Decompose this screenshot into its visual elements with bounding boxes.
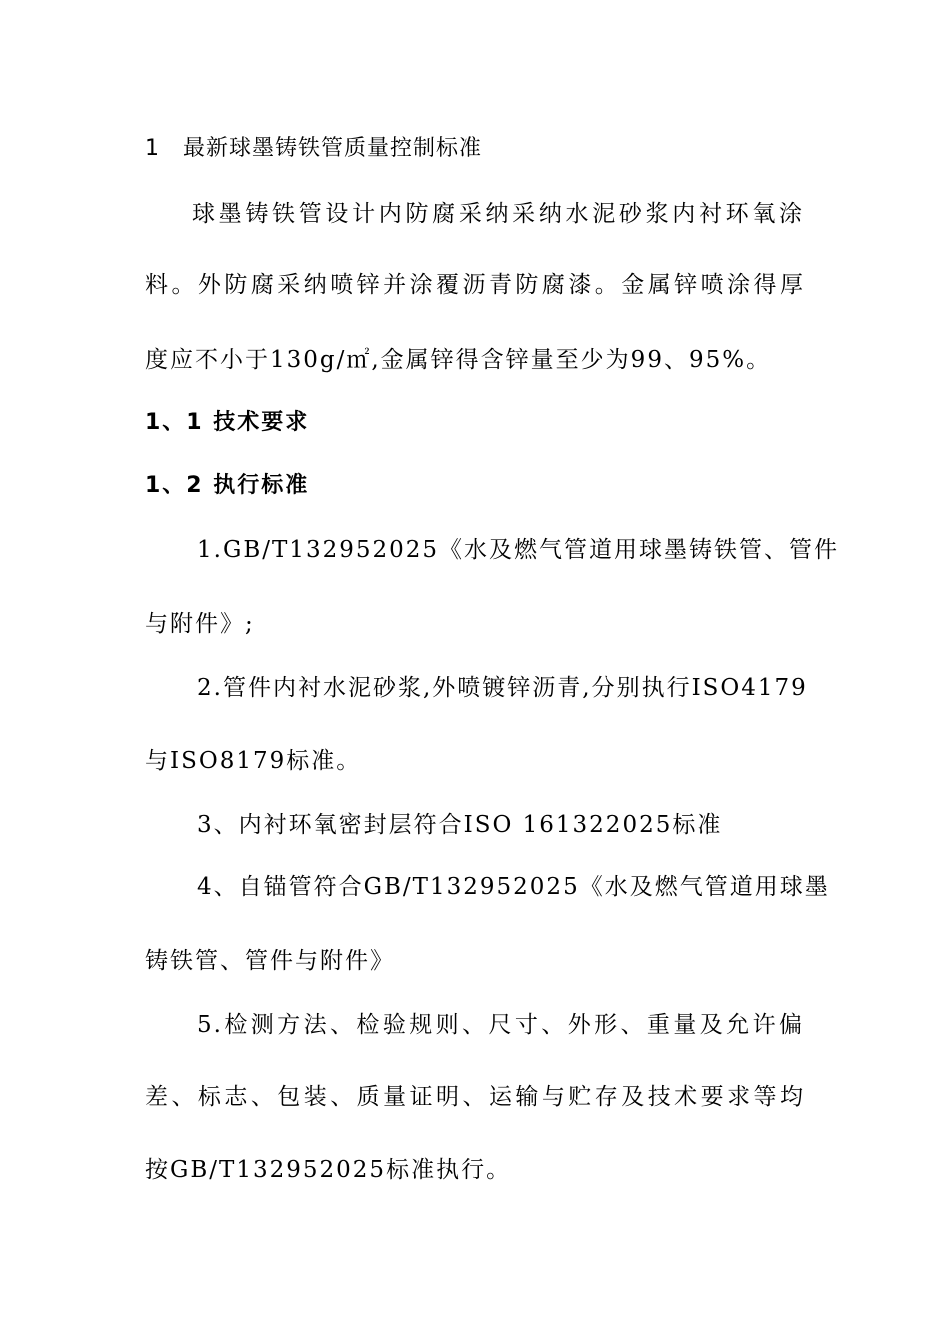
standard-item-4-line-2: 铸铁管、管件与附件》: [145, 948, 395, 974]
page-title: [145, 134, 482, 164]
standard-item-5-line-3: 按GB/T132952025标准执行。: [145, 1157, 512, 1183]
heading-title: 最新球墨铸铁管质量控制标准: [183, 136, 483, 161]
standard-item-1-line-2: 与附件》;: [145, 611, 255, 637]
section-heading-1-2: 1、2 执行标准: [145, 473, 310, 498]
intro-line-3: 度应不小于130g/㎡,金属锌得含锌量至少为99、95%。: [145, 347, 772, 373]
intro-line-2: 料。外防腐采纳喷锌并涂覆沥青防腐漆。金属锌喷涂得厚: [145, 272, 805, 298]
standard-item-5-line-2: 差、标志、包装、质量证明、运输与贮存及技术要求等均: [145, 1084, 805, 1110]
standard-item-5-line-1: 5.检测方法、检验规则、尺寸、外形、重量及允许偏: [197, 1012, 804, 1038]
standard-item-1-line-1: 1.GB/T132952025《水及燃气管道用球墨铸铁管、管件: [197, 537, 840, 563]
standard-item-2-line-2: 与ISO8179标准。: [145, 748, 362, 774]
standard-item-4-line-1: 4、自锚管符合GB/T132952025《水及燃气管道用球墨: [197, 874, 830, 900]
section-heading-1-1: 1、1 技术要求: [145, 410, 310, 435]
heading-number: 1: [145, 136, 160, 161]
standard-item-2-line-1: 2.管件内衬水泥砂浆,外喷镀锌沥青,分别执行ISO4179: [197, 675, 808, 701]
intro-line-1: 球墨铸铁管设计内防腐采纳采纳水泥砂浆内衬环氧涂: [192, 201, 804, 227]
standard-item-3-line-1: 3、内衬环氧密封层符合ISO 161322025标准: [197, 812, 723, 838]
